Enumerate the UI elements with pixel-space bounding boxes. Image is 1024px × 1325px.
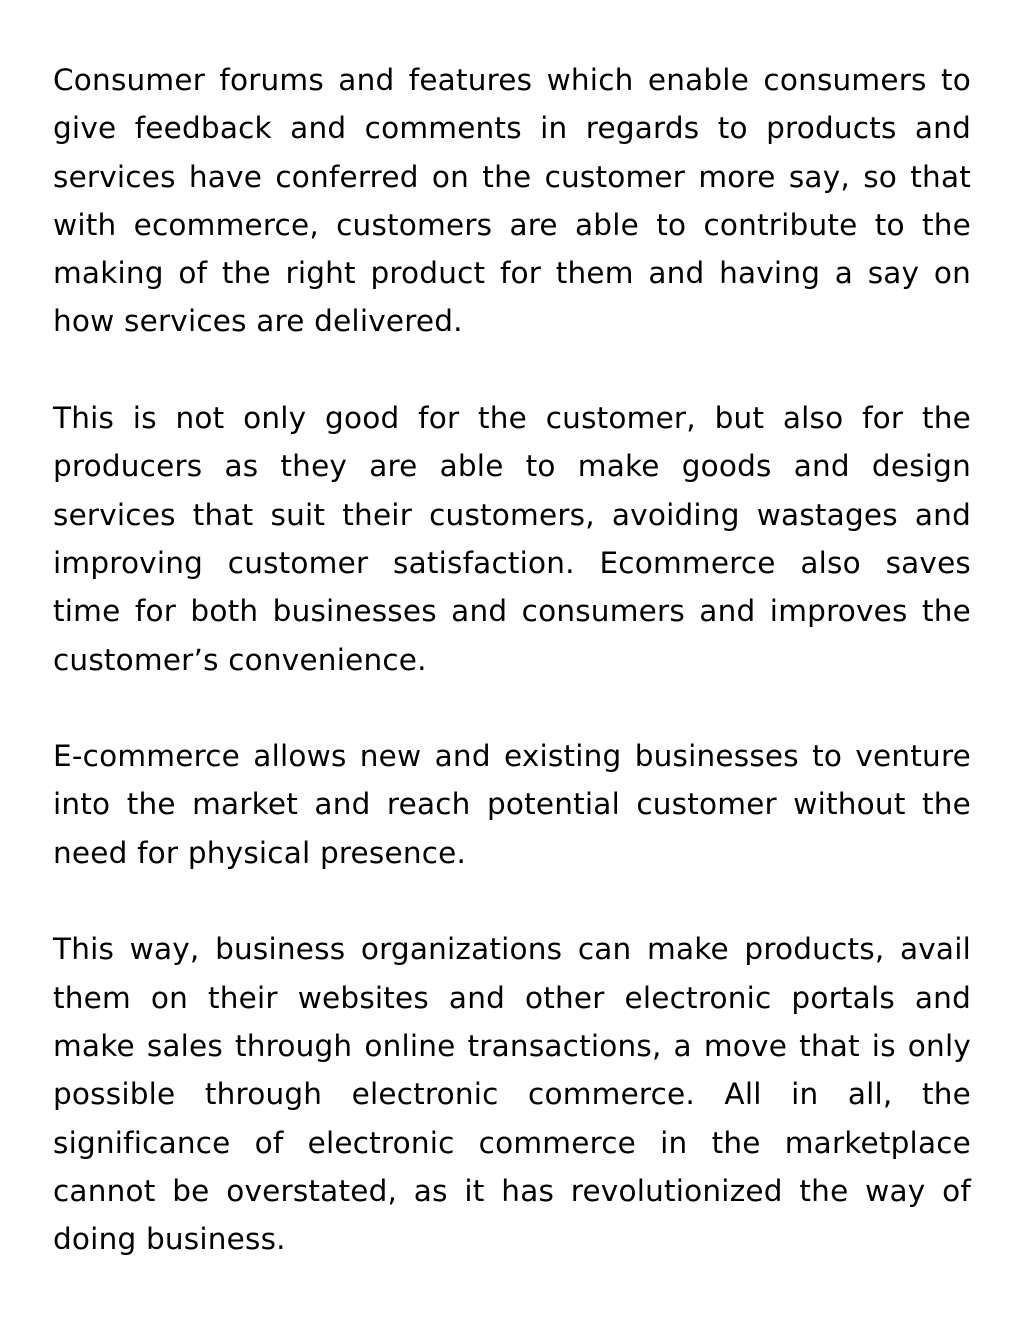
paragraph-producer-benefits: This is not only good for the customer, but also for the producers as they are able to make goods and design services that suit their customers, avoiding wastages and improving customer satisfaction. Ecommerce also saves time for both businesses and consumers and improves the customer’s convenience. bbox=[53, 401, 971, 677]
paragraph-conclusion: This way, business organizations can make products, avail them on their websites and other electronic portals and make sales through online transactions, a move that is only possible through electronic commerce. All in all, the significance of electronic commerce in the marketplace cannot be overstated, as it has revolutionized the way of doing business. bbox=[53, 932, 971, 1257]
paragraph-consumer-forums: Consumer forums and features which enable consumers to give feedback and comments in regards to products and services have conferred on the customer more say, so that with ecommerce, customers are able to contribute to the making of the right product for them and having a say on how services are delivered. bbox=[53, 63, 971, 339]
paragraph-market-access: E-commerce allows new and existing businesses to venture into the market and reach potential customer without the need for physical presence. bbox=[53, 739, 971, 870]
document-body bbox=[53, 56, 971, 1263]
